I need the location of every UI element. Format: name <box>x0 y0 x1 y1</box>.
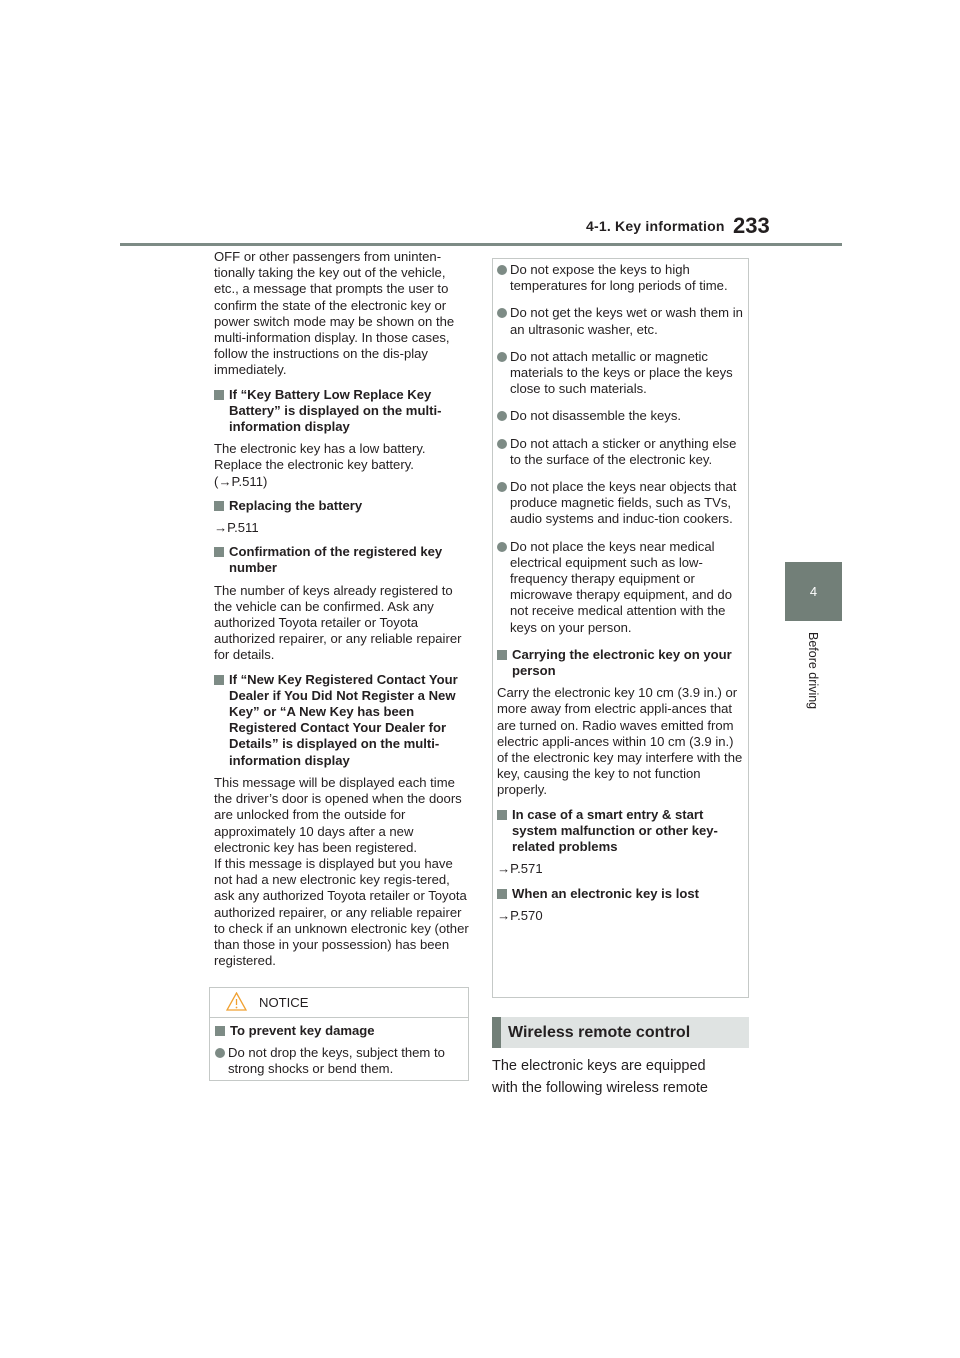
new-key-body-2: If this message is displayed but you have not had a new electronic key regis-tered, ask any authorized Toyota retailer or Toyota authorized repairer, or any reliable repairer to check if an unknown electronic key (other than those in your possession) has been registered. <box>214 855 469 969</box>
bullet-keys-wet: Do not get the keys wet or wash them in an ultrasonic washer, etc. <box>497 305 745 337</box>
section-new-key-registered: If “New Key Registered Contact Your Dealer if You Did Not Register a New Key” or “A New Key has been Registered Contact Your Dealer for Details” is displayed on the multi-information display <box>214 672 469 769</box>
intro-paragraph: OFF or other passengers from uninten-tionally taking the key out of the vehicle, etc., a message that prompts the user to confirm the state of the electronic key or power switch mode may be shown on the multi-information display. In those cases, follow the instructions on the dis-play immediately. <box>214 249 455 378</box>
section-replacing-battery: Replacing the battery <box>214 498 469 514</box>
wireless-body-line-2: with the following wireless remote <box>492 1080 708 1096</box>
wireless-body-line-1: The electronic keys are equipped <box>492 1058 706 1074</box>
registered-key-number-body: The number of keys already registered to the vehicle can be confirmed. Ask any authorized Toyota retailer or Toyota authorized repairer, or any reliable repairer for details. <box>214 582 462 663</box>
page-number: 233 <box>733 213 770 238</box>
bullet-magnetic-fields: Do not place the keys near objects that produce magnetic fields, such as TVs, audio systems and induc-tion cookers. <box>497 479 745 528</box>
section-carrying-key: Carrying the electronic key on your person <box>497 647 745 679</box>
section-registered-key-number: Confirmation of the registered key number <box>214 544 469 576</box>
notice-label: NOTICE <box>259 995 309 1010</box>
bullet-disassemble: Do not disassemble the keys. <box>497 408 745 424</box>
smart-entry-ref: →P.571 <box>497 861 543 877</box>
chapter-tab: 4 <box>785 562 842 621</box>
left-column <box>214 249 469 977</box>
notice-header <box>210 988 468 1018</box>
section-smart-entry-malfunction: In case of a smart entry & start system malfunction or other key-related problems <box>497 807 745 856</box>
section-key-battery-low: If “Key Battery Low Replace Key Battery” is displayed on the multi-information display <box>214 387 469 436</box>
notice-section-title: To prevent key damage <box>215 1023 468 1039</box>
warning-triangle-icon <box>226 992 247 1014</box>
bullet-magnetic-materials: Do not attach metallic or magnetic materials to the keys or place the keys close to such materials. <box>497 349 745 398</box>
section-key-lost: When an electronic key is lost <box>497 886 745 902</box>
bullet-sticker: Do not attach a sticker or anything else to the surface of the electronic key. <box>497 436 745 468</box>
header-rule <box>120 243 842 246</box>
section-title: 4-1. Key information <box>586 218 725 234</box>
notice-box <box>209 987 469 1081</box>
replacing-battery-ref: →P.511 <box>214 520 259 536</box>
right-column <box>497 262 745 932</box>
new-key-body-1: This message will be displayed each time the driver’s door is opened when the doors are unlocked from the outside for approximately 10 days after a new electronic key has been registered. <box>214 774 462 855</box>
key-battery-low-body: The electronic key has a low battery. Replace the electronic key battery. (→P.511) <box>214 441 426 489</box>
key-lost-ref: →P.570 <box>497 907 543 923</box>
chapter-title: Before driving <box>806 632 820 710</box>
wireless-remote-heading: Wireless remote control <box>492 1017 749 1048</box>
notice-bullet: Do not drop the keys, subject them to strong shocks or bend them. <box>215 1045 468 1077</box>
bullet-high-temperature: Do not expose the keys to high temperatures for long periods of time. <box>497 262 745 294</box>
wireless-remote-body <box>492 1055 752 1099</box>
carrying-key-body: Carry the electronic key 10 cm (3.9 in.) or more away from electric appli-ances that are turned on. Radio waves emitted from electric appli-ances within 10 cm (3.9 in.) of the electronic key may interfere with the key, causing the key to not function properly. <box>497 685 743 798</box>
bullet-medical-equipment: Do not place the keys near medical electrical equipment such as low-frequency therapy equipment or microwave therapy equipment, and do not receive medical attention with the keys on your person. <box>497 539 745 636</box>
